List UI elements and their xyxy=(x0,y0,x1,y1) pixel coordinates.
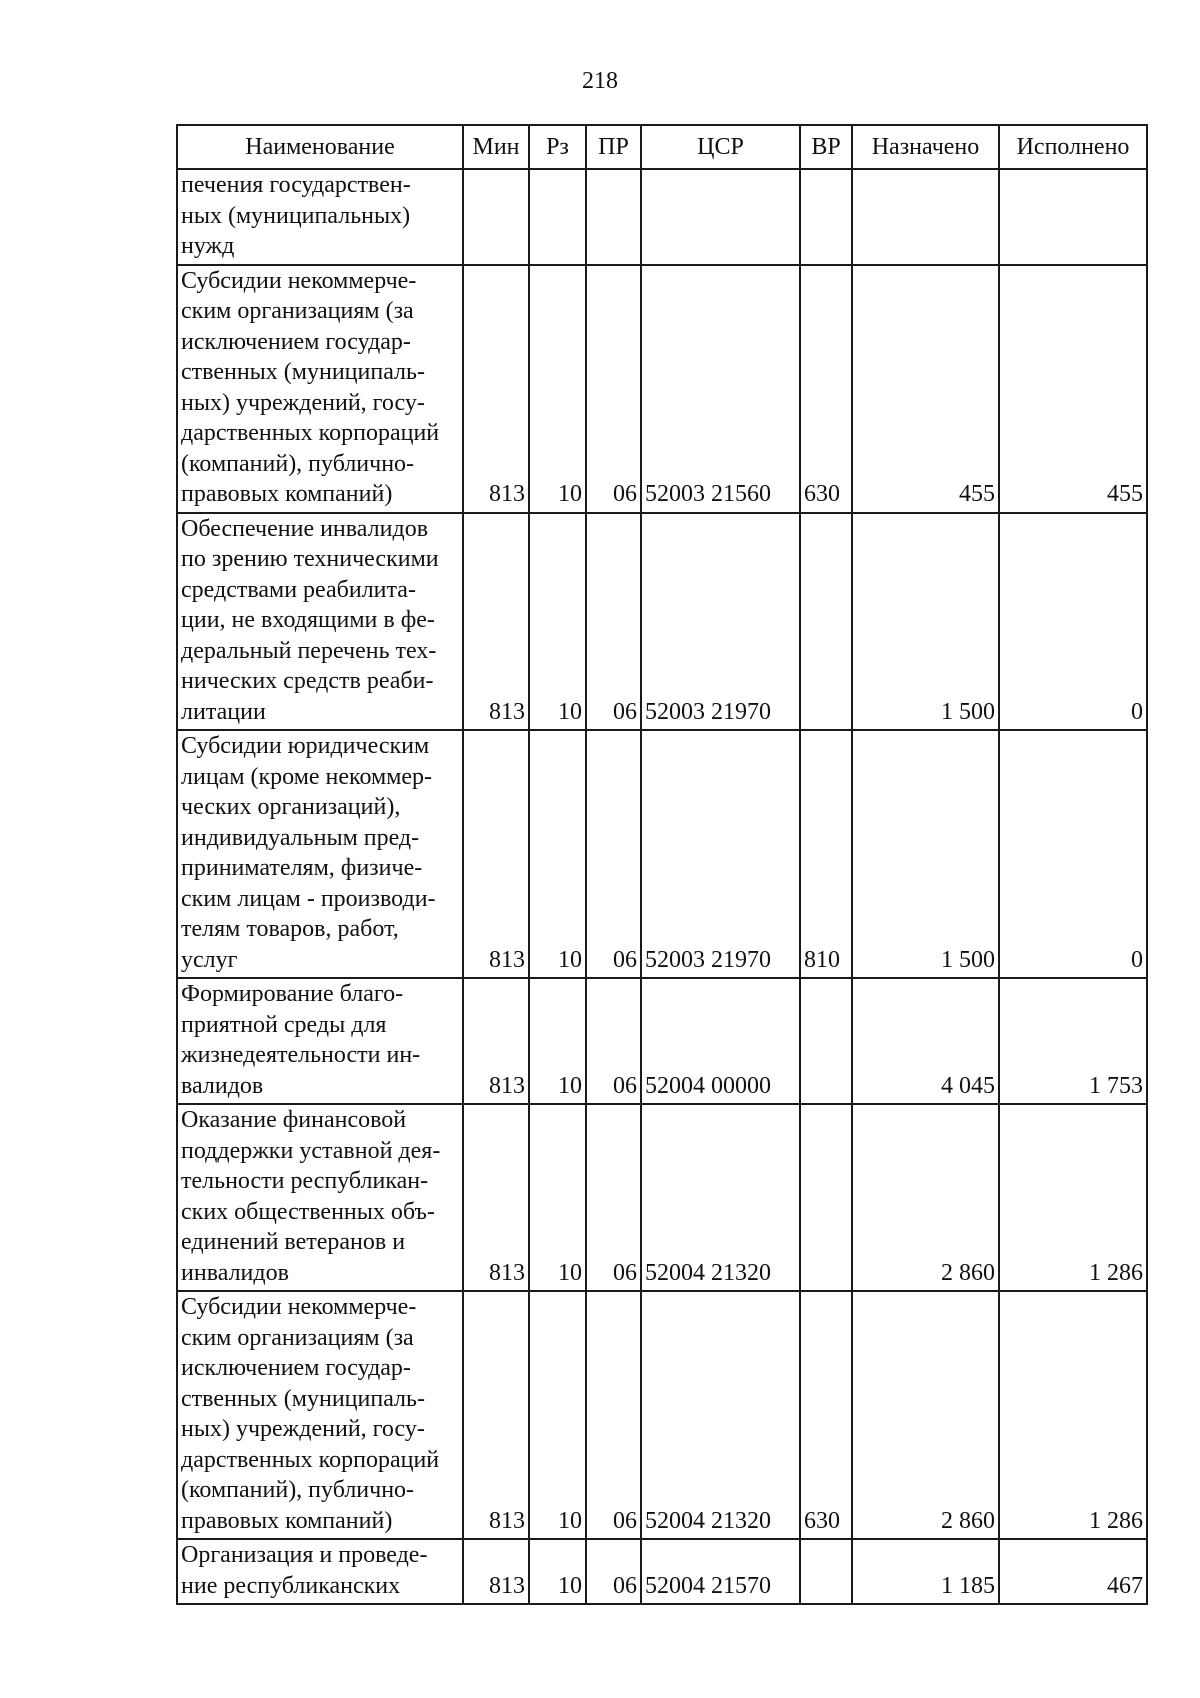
cell-min xyxy=(463,169,529,265)
cell-csr: 52003 21970 xyxy=(641,513,800,731)
cell-name: печения государствен- ных (муниципальных) нужд xyxy=(177,169,463,265)
cell-rz: 10 xyxy=(529,513,586,731)
cell-rz: 10 xyxy=(529,1104,586,1291)
header-name: Наименование xyxy=(177,125,463,169)
cell-csr: 52004 21570 xyxy=(641,1539,800,1604)
cell-vr xyxy=(800,513,852,731)
cell-executed: 0 xyxy=(999,730,1147,978)
cell-vr: 630 xyxy=(800,1291,852,1539)
header-csr: ЦСР xyxy=(641,125,800,169)
cell-name: Организация и проведе- ние республиканских xyxy=(177,1539,463,1604)
cell-csr: 52003 21970 xyxy=(641,730,800,978)
table-row xyxy=(177,1539,1147,1604)
cell-vr xyxy=(800,1539,852,1604)
cell-assigned: 1 500 xyxy=(852,730,999,978)
cell-executed xyxy=(999,169,1147,265)
cell-rz: 10 xyxy=(529,730,586,978)
table-row xyxy=(177,1291,1147,1539)
cell-rz: 10 xyxy=(529,265,586,513)
cell-csr xyxy=(641,169,800,265)
cell-vr xyxy=(800,169,852,265)
cell-pr: 06 xyxy=(586,1104,641,1291)
page-number: 218 xyxy=(582,68,618,94)
cell-min: 813 xyxy=(463,730,529,978)
cell-pr: 06 xyxy=(586,730,641,978)
table-row xyxy=(177,265,1147,513)
cell-rz: 10 xyxy=(529,1539,586,1604)
header-row xyxy=(177,125,1147,169)
cell-csr: 52004 21320 xyxy=(641,1104,800,1291)
cell-rz: 10 xyxy=(529,978,586,1104)
cell-executed: 0 xyxy=(999,513,1147,731)
cell-pr: 06 xyxy=(586,1291,641,1539)
cell-min: 813 xyxy=(463,978,529,1104)
cell-pr: 06 xyxy=(586,1539,641,1604)
budget-table xyxy=(176,124,1148,1605)
cell-pr: 06 xyxy=(586,978,641,1104)
cell-assigned: 1 500 xyxy=(852,513,999,731)
cell-min: 813 xyxy=(463,265,529,513)
table-row xyxy=(177,978,1147,1104)
cell-name: Субсидии некоммерче- ским организациям (за исключением государ- ственных (муниципаль- ных) учреждений, госу- дарственных корпораций (компаний), публично- правовых компаний) xyxy=(177,1291,463,1539)
cell-min: 813 xyxy=(463,1104,529,1291)
cell-min: 813 xyxy=(463,1539,529,1604)
cell-name: Формирование благо- приятной среды для жизнедеятельности ин- валидов xyxy=(177,978,463,1104)
table-row xyxy=(177,169,1147,265)
cell-assigned: 455 xyxy=(852,265,999,513)
header-executed: Исполнено xyxy=(999,125,1147,169)
cell-assigned: 1 185 xyxy=(852,1539,999,1604)
header-rz: Рз xyxy=(529,125,586,169)
cell-name: Субсидии юридическим лицам (кроме некоммер- ческих организаций), индивидуальным пред- принимателям, физиче- ским лицам - производи- телям товаров, работ, услуг xyxy=(177,730,463,978)
table-row xyxy=(177,730,1147,978)
cell-pr: 06 xyxy=(586,265,641,513)
cell-executed: 1 753 xyxy=(999,978,1147,1104)
cell-vr xyxy=(800,978,852,1104)
cell-assigned: 4 045 xyxy=(852,978,999,1104)
cell-assigned: 2 860 xyxy=(852,1291,999,1539)
header-vr: ВР xyxy=(800,125,852,169)
cell-csr: 52003 21560 xyxy=(641,265,800,513)
cell-name: Субсидии некоммерче- ским организациям (за исключением государ- ственных (муниципаль- ных) учреждений, госу- дарственных корпораций (компаний), публично- правовых компаний) xyxy=(177,265,463,513)
table-row xyxy=(177,1104,1147,1291)
header-pr: ПР xyxy=(586,125,641,169)
cell-vr: 630 xyxy=(800,265,852,513)
cell-executed: 455 xyxy=(999,265,1147,513)
cell-rz xyxy=(529,169,586,265)
cell-assigned: 2 860 xyxy=(852,1104,999,1291)
cell-rz: 10 xyxy=(529,1291,586,1539)
cell-name: Оказание финансовой поддержки уставной дея- тельности республикан- ских общественных объ- единений ветеранов и инвалидов xyxy=(177,1104,463,1291)
cell-csr: 52004 21320 xyxy=(641,1291,800,1539)
cell-pr: 06 xyxy=(586,513,641,731)
cell-executed: 467 xyxy=(999,1539,1147,1604)
cell-vr: 810 xyxy=(800,730,852,978)
cell-executed: 1 286 xyxy=(999,1291,1147,1539)
cell-csr: 52004 00000 xyxy=(641,978,800,1104)
cell-vr xyxy=(800,1104,852,1291)
table-row xyxy=(177,513,1147,731)
cell-min: 813 xyxy=(463,1291,529,1539)
cell-pr xyxy=(586,169,641,265)
header-assigned: Назначено xyxy=(852,125,999,169)
cell-executed: 1 286 xyxy=(999,1104,1147,1291)
header-min: Мин xyxy=(463,125,529,169)
cell-min: 813 xyxy=(463,513,529,731)
cell-name: Обеспечение инвалидов по зрению техническими средствами реабилита- ции, не входящими в фе- деральный перечень тех- нических средств реаби- литации xyxy=(177,513,463,731)
cell-assigned xyxy=(852,169,999,265)
